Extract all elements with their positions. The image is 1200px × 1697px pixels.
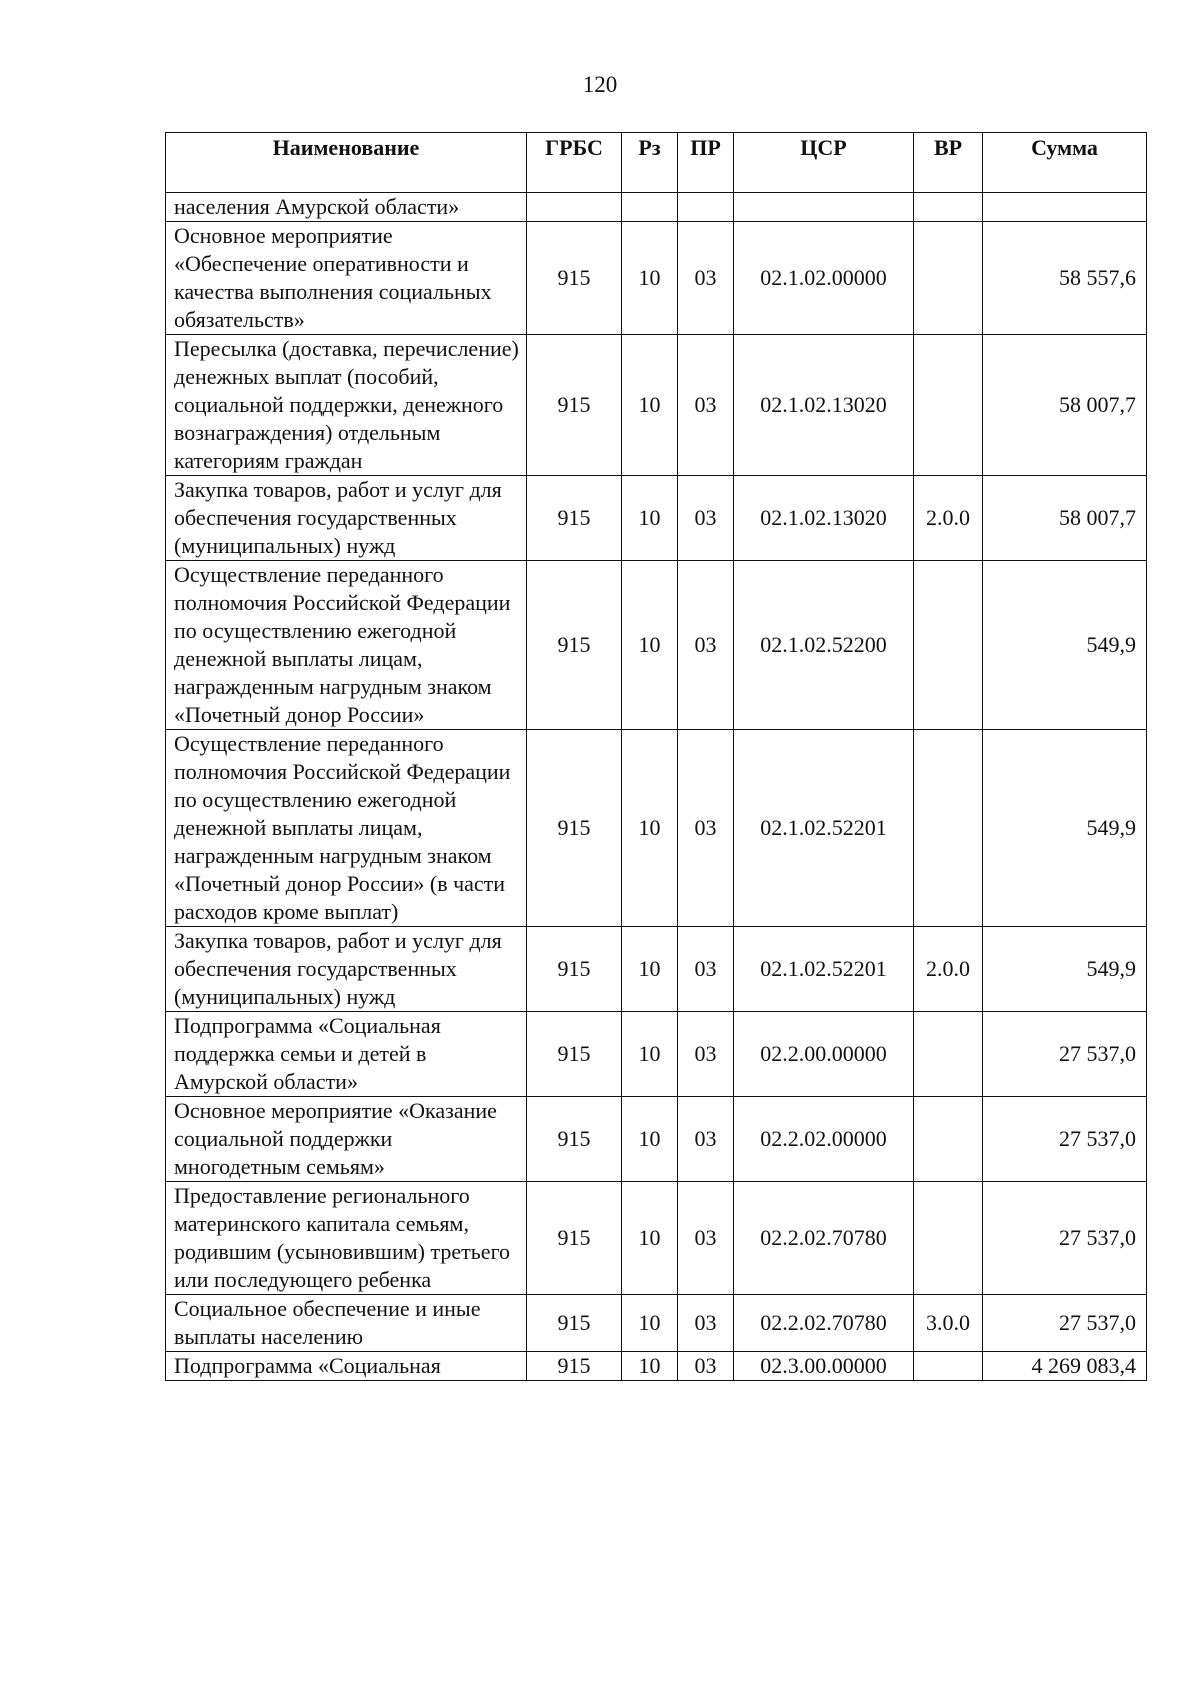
cell-name: Основное мероприятие «Оказание социальной поддержки многодетным семьям»: [166, 1097, 527, 1182]
cell-vr: [914, 561, 983, 730]
cell-grbs: 915: [527, 1182, 622, 1295]
header-sum: Сумма: [983, 133, 1147, 193]
cell-name: Закупка товаров, работ и услуг для обеспечения государственных (муниципальных) нужд: [166, 476, 527, 561]
cell-grbs: 915: [527, 1097, 622, 1182]
cell-sum: 549,9: [983, 927, 1147, 1012]
cell-csr: 02.2.02.00000: [734, 1097, 914, 1182]
cell-vr: 3.0.0: [914, 1295, 983, 1352]
table-row: [166, 335, 1147, 476]
cell-pr: 03: [678, 476, 734, 561]
cell-grbs: 915: [527, 730, 622, 927]
cell-csr: 02.2.02.70780: [734, 1295, 914, 1352]
table-row: [166, 1182, 1147, 1295]
cell-sum: 27 537,0: [983, 1012, 1147, 1097]
cell-sum: 58 557,6: [983, 222, 1147, 335]
cell-name: Пересылка (доставка, перечисление) денежных выплат (пособий, социальной поддержки, денежного вознаграждения) отдельным категориям граждан: [166, 335, 527, 476]
cell-grbs: 915: [527, 222, 622, 335]
table-row: [166, 927, 1147, 1012]
cell-grbs: 915: [527, 1295, 622, 1352]
cell-pr: 03: [678, 1182, 734, 1295]
cell-csr: 02.3.00.00000: [734, 1352, 914, 1381]
cell-csr: 02.2.02.70780: [734, 1182, 914, 1295]
table-row: [166, 1012, 1147, 1097]
cell-name: Подпрограмма «Социальная поддержка семьи и детей в Амурской области»: [166, 1012, 527, 1097]
cell-name: Осуществление переданного полномочия Российской Федерации по осуществлению ежегодной денежной выплаты лицам, награжденным нагрудным знаком «Почетный донор России» (в части расходов кроме выплат): [166, 730, 527, 927]
cell-csr: 02.2.00.00000: [734, 1012, 914, 1097]
cell-pr: 03: [678, 335, 734, 476]
table-row: [166, 222, 1147, 335]
cell-vr: [914, 1182, 983, 1295]
cell-sum: 549,9: [983, 730, 1147, 927]
cell-rz: 10: [622, 730, 678, 927]
header-rz: Рз: [622, 133, 678, 193]
cell-grbs: 915: [527, 476, 622, 561]
table-row: [166, 193, 1147, 222]
table-row: [166, 476, 1147, 561]
cell-csr: 02.1.02.13020: [734, 476, 914, 561]
cell-rz: 10: [622, 222, 678, 335]
cell-name: Предоставление регионального материнского капитала семьям, родившим (усыновившим) третьего или последующего ребенка: [166, 1182, 527, 1295]
table-row: [166, 561, 1147, 730]
cell-grbs: 915: [527, 561, 622, 730]
cell-rz: 10: [622, 1097, 678, 1182]
cell-grbs: 915: [527, 335, 622, 476]
header-pr: ПР: [678, 133, 734, 193]
cell-rz: 10: [622, 1182, 678, 1295]
cell-rz: [622, 193, 678, 222]
cell-sum: 27 537,0: [983, 1295, 1147, 1352]
cell-sum: 58 007,7: [983, 335, 1147, 476]
table-row: [166, 1295, 1147, 1352]
cell-rz: 10: [622, 927, 678, 1012]
cell-name: Закупка товаров, работ и услуг для обеспечения государственных (муниципальных) нужд: [166, 927, 527, 1012]
cell-pr: 03: [678, 927, 734, 1012]
cell-vr: [914, 193, 983, 222]
table-header: [166, 133, 1147, 193]
header-grbs: ГРБС: [527, 133, 622, 193]
header-row: [166, 133, 1147, 193]
table-row: [166, 730, 1147, 927]
cell-sum: 4 269 083,4: [983, 1352, 1147, 1381]
cell-vr: [914, 1012, 983, 1097]
header-csr: ЦСР: [734, 133, 914, 193]
cell-csr: [734, 193, 914, 222]
cell-grbs: [527, 193, 622, 222]
cell-sum: 27 537,0: [983, 1182, 1147, 1295]
cell-vr: 2.0.0: [914, 476, 983, 561]
cell-sum: 58 007,7: [983, 476, 1147, 561]
header-name: Наименование: [166, 133, 527, 193]
cell-name: населения Амурской области»: [166, 193, 527, 222]
cell-grbs: 915: [527, 1352, 622, 1381]
cell-rz: 10: [622, 1295, 678, 1352]
cell-name: Социальное обеспечение и иные выплаты населению: [166, 1295, 527, 1352]
table-row: [166, 1352, 1147, 1381]
cell-pr: 03: [678, 561, 734, 730]
cell-csr: 02.1.02.13020: [734, 335, 914, 476]
cell-sum: 27 537,0: [983, 1097, 1147, 1182]
header-vr: ВР: [914, 133, 983, 193]
cell-rz: 10: [622, 561, 678, 730]
cell-pr: 03: [678, 1352, 734, 1381]
cell-vr: [914, 730, 983, 927]
table-row: [166, 1097, 1147, 1182]
cell-rz: 10: [622, 1352, 678, 1381]
cell-rz: 10: [622, 476, 678, 561]
cell-pr: [678, 193, 734, 222]
cell-pr: 03: [678, 1012, 734, 1097]
cell-sum: 549,9: [983, 561, 1147, 730]
cell-vr: [914, 222, 983, 335]
cell-sum: [983, 193, 1147, 222]
cell-pr: 03: [678, 222, 734, 335]
cell-rz: 10: [622, 335, 678, 476]
cell-vr: [914, 335, 983, 476]
cell-name: Осуществление переданного полномочия Российской Федерации по осуществлению ежегодной денежной выплаты лицам, награжденным нагрудным знаком «Почетный донор России»: [166, 561, 527, 730]
cell-grbs: 915: [527, 1012, 622, 1097]
cell-name: Основное мероприятие «Обеспечение оперативности и качества выполнения социальных обязательств»: [166, 222, 527, 335]
table-body: [166, 193, 1147, 1381]
cell-pr: 03: [678, 730, 734, 927]
cell-rz: 10: [622, 1012, 678, 1097]
budget-table: [165, 132, 1147, 1381]
cell-grbs: 915: [527, 927, 622, 1012]
cell-csr: 02.1.02.52201: [734, 730, 914, 927]
cell-vr: [914, 1097, 983, 1182]
page-number: 120: [582, 72, 618, 97]
cell-vr: 2.0.0: [914, 927, 983, 1012]
cell-csr: 02.1.02.00000: [734, 222, 914, 335]
cell-csr: 02.1.02.52201: [734, 927, 914, 1012]
cell-csr: 02.1.02.52200: [734, 561, 914, 730]
cell-vr: [914, 1352, 983, 1381]
cell-name: Подпрограмма «Социальная: [166, 1352, 527, 1381]
cell-pr: 03: [678, 1097, 734, 1182]
cell-pr: 03: [678, 1295, 734, 1352]
